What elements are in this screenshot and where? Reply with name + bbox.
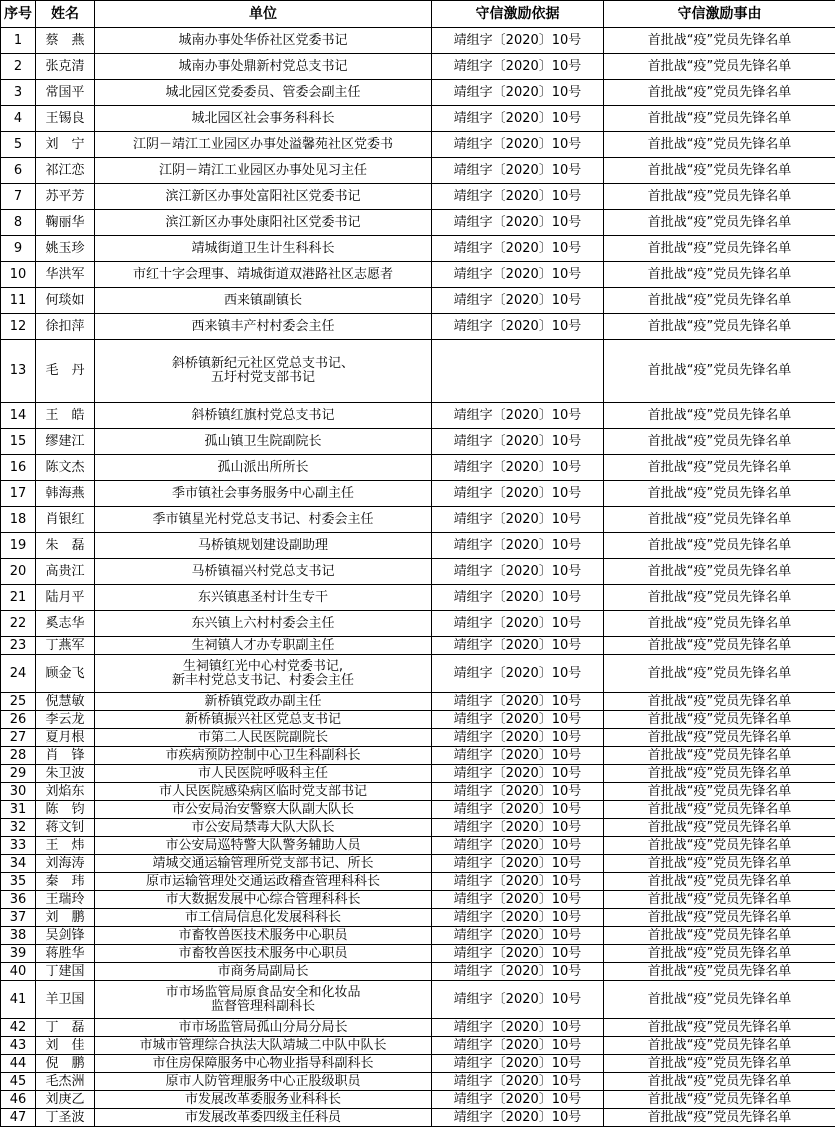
row-unit: 原市运输管理处交通运政稽查管理科科长 (95, 873, 432, 891)
table-row (1, 1091, 835, 1109)
row-no: 33 (1, 837, 36, 855)
row-no: 2 (1, 54, 36, 80)
row-basis: 靖组字〔2020〕10号 (432, 1091, 604, 1109)
row-no: 30 (1, 783, 36, 801)
row-unit: 市畜牧兽医技术服务中心职员 (95, 927, 432, 945)
row-reason: 首批战“疫”党员先锋名单 (604, 132, 835, 158)
row-reason: 首批战“疫”党员先锋名单 (604, 693, 835, 711)
row-no: 18 (1, 507, 36, 533)
row-reason: 首批战“疫”党员先锋名单 (604, 637, 835, 655)
table-row (1, 1073, 835, 1091)
row-name: 丁圣波 (36, 1109, 95, 1127)
row-basis: 靖组字〔2020〕10号 (432, 288, 604, 314)
row-name: 缪建江 (36, 429, 95, 455)
row-basis: 靖组字〔2020〕10号 (432, 559, 604, 585)
row-reason: 首批战“疫”党员先锋名单 (604, 747, 835, 765)
row-name: 顾金飞 (36, 655, 95, 693)
row-name: 蒋胜华 (36, 945, 95, 963)
row-no: 24 (1, 655, 36, 693)
unit-line-2: 新丰村党总支书记、村委会主任 (171, 672, 354, 688)
row-name: 何琰如 (36, 288, 95, 314)
row-basis: 靖组字〔2020〕10号 (432, 927, 604, 945)
row-basis: 靖组字〔2020〕10号 (432, 1109, 604, 1127)
row-reason: 首批战“疫”党员先锋名单 (604, 909, 835, 927)
row-reason: 首批战“疫”党员先锋名单 (604, 184, 835, 210)
table-row (1, 711, 835, 729)
row-unit: 季市镇星光村党总支书记、村委会主任 (95, 507, 432, 533)
row-unit: 原市人防管理服务中心正股级职员 (95, 1073, 432, 1091)
row-basis: 靖组字〔2020〕10号 (432, 106, 604, 132)
row-basis: 靖组字〔2020〕10号 (432, 533, 604, 559)
table-row (1, 507, 835, 533)
unit-line-2: 五圩村党支部书记 (210, 370, 315, 385)
row-unit: 马桥镇规划建设副助理 (95, 533, 432, 559)
row-basis: 靖组字〔2020〕10号 (432, 819, 604, 837)
row-unit: 西来镇副镇长 (95, 288, 432, 314)
row-reason: 首批战“疫”党员先锋名单 (604, 481, 835, 507)
row-basis: 靖组字〔2020〕10号 (432, 481, 604, 507)
row-basis (432, 340, 604, 403)
row-name: 姚玉珍 (36, 236, 95, 262)
row-name: 肖银红 (36, 507, 95, 533)
row-unit (95, 340, 432, 403)
row-no: 16 (1, 455, 36, 481)
row-no: 8 (1, 210, 36, 236)
row-reason: 首批战“疫”党员先锋名单 (604, 711, 835, 729)
row-basis: 靖组字〔2020〕10号 (432, 184, 604, 210)
row-name: 蒋文钊 (36, 819, 95, 837)
row-basis: 靖组字〔2020〕10号 (432, 801, 604, 819)
row-no: 4 (1, 106, 36, 132)
row-no: 36 (1, 891, 36, 909)
row-no: 47 (1, 1109, 36, 1127)
table-row (1, 184, 835, 210)
row-basis: 靖组字〔2020〕10号 (432, 314, 604, 340)
row-reason: 首批战“疫”党员先锋名单 (604, 1073, 835, 1091)
row-no: 43 (1, 1037, 36, 1055)
row-unit: 市市场监管局孤山分局分局长 (95, 1019, 432, 1037)
row-no: 34 (1, 855, 36, 873)
row-unit: 市公安局治安警察大队副大队长 (95, 801, 432, 819)
unit-line-1: 市市场监管局原食品安全和化妆品 (165, 984, 361, 1000)
row-name: 刘庚乙 (36, 1091, 95, 1109)
row-name: 华洪军 (36, 262, 95, 288)
row-basis: 靖组字〔2020〕10号 (432, 873, 604, 891)
row-reason: 首批战“疫”党员先锋名单 (604, 585, 835, 611)
row-reason: 首批战“疫”党员先锋名单 (604, 1109, 835, 1127)
row-name: 陈文杰 (36, 455, 95, 481)
row-reason: 首批战“疫”党员先锋名单 (604, 837, 835, 855)
row-unit: 孤山镇卫生院副院长 (95, 429, 432, 455)
row-name: 毛杰洲 (36, 1073, 95, 1091)
row-unit: 市住房保障服务中心物业指导科副科长 (95, 1055, 432, 1073)
row-name: 丁燕军 (36, 637, 95, 655)
row-no: 45 (1, 1073, 36, 1091)
row-reason: 首批战“疫”党员先锋名单 (604, 729, 835, 747)
row-unit: 市人民医院感染病区临时党支部书记 (95, 783, 432, 801)
row-basis: 靖组字〔2020〕10号 (432, 783, 604, 801)
row-no: 25 (1, 693, 36, 711)
row-no: 40 (1, 963, 36, 981)
row-basis: 靖组字〔2020〕10号 (432, 54, 604, 80)
row-no: 21 (1, 585, 36, 611)
row-unit: 市商务局副局长 (95, 963, 432, 981)
row-name: 韩海燕 (36, 481, 95, 507)
row-basis: 靖组字〔2020〕10号 (432, 611, 604, 637)
row-reason: 首批战“疫”党员先锋名单 (604, 927, 835, 945)
table-row (1, 210, 835, 236)
row-reason: 首批战“疫”党员先锋名单 (604, 210, 835, 236)
row-basis: 靖组字〔2020〕10号 (432, 507, 604, 533)
row-no: 26 (1, 711, 36, 729)
row-basis: 靖组字〔2020〕10号 (432, 80, 604, 106)
row-unit: 新桥镇党政办副主任 (95, 693, 432, 711)
row-unit: 斜桥镇红旗村党总支书记 (95, 403, 432, 429)
row-no: 7 (1, 184, 36, 210)
row-unit: 靖城交通运输管理所党支部书记、所长 (95, 855, 432, 873)
row-basis: 靖组字〔2020〕10号 (432, 637, 604, 655)
row-unit: 市发展改革委四级主任科员 (95, 1109, 432, 1127)
row-name: 蔡 燕 (36, 28, 95, 54)
row-unit: 西来镇丰产村村委会主任 (95, 314, 432, 340)
row-reason: 首批战“疫”党员先锋名单 (604, 783, 835, 801)
row-reason: 首批战“疫”党员先锋名单 (604, 873, 835, 891)
row-basis: 靖组字〔2020〕10号 (432, 236, 604, 262)
table-row (1, 945, 835, 963)
row-reason: 首批战“疫”党员先锋名单 (604, 236, 835, 262)
row-reason: 首批战“疫”党员先锋名单 (604, 1091, 835, 1109)
table-row (1, 837, 835, 855)
row-unit (95, 655, 432, 693)
row-name: 张克清 (36, 54, 95, 80)
row-no: 20 (1, 559, 36, 585)
row-reason: 首批战“疫”党员先锋名单 (604, 981, 835, 1019)
table-row (1, 288, 835, 314)
row-basis: 靖组字〔2020〕10号 (432, 963, 604, 981)
header-row (1, 1, 835, 28)
row-basis: 靖组字〔2020〕10号 (432, 1037, 604, 1055)
row-basis: 靖组字〔2020〕10号 (432, 455, 604, 481)
row-basis: 靖组字〔2020〕10号 (432, 210, 604, 236)
row-no: 35 (1, 873, 36, 891)
row-reason: 首批战“疫”党员先锋名单 (604, 945, 835, 963)
table-row (1, 1055, 835, 1073)
header-unit: 单位 (95, 1, 432, 28)
row-reason: 首批战“疫”党员先锋名单 (604, 1055, 835, 1073)
row-no: 9 (1, 236, 36, 262)
row-basis: 靖组字〔2020〕10号 (432, 1019, 604, 1037)
header-basis: 守信激励依据 (432, 1, 604, 28)
row-name: 王瑞玲 (36, 891, 95, 909)
row-basis: 靖组字〔2020〕10号 (432, 1073, 604, 1091)
table-row (1, 481, 835, 507)
row-no: 17 (1, 481, 36, 507)
row-basis: 靖组字〔2020〕10号 (432, 891, 604, 909)
table-row (1, 855, 835, 873)
row-reason: 首批战“疫”党员先锋名单 (604, 1037, 835, 1055)
row-name: 王 皓 (36, 403, 95, 429)
row-unit: 江阴－靖江工业园区办事处溢馨苑社区党委书 (95, 132, 432, 158)
row-reason: 首批战“疫”党员先锋名单 (604, 455, 835, 481)
table-row (1, 1037, 835, 1055)
unit-line-1: 斜桥镇新纪元社区党总支书记、 (171, 356, 354, 371)
table-row (1, 909, 835, 927)
row-name: 倪慧敏 (36, 693, 95, 711)
header-name: 姓名 (36, 1, 95, 28)
table-row (1, 236, 835, 262)
row-no: 42 (1, 1019, 36, 1037)
row-no: 15 (1, 429, 36, 455)
row-unit: 新桥镇振兴社区党总支书记 (95, 711, 432, 729)
row-unit: 江阴－靖江工业园区办事处见习主任 (95, 158, 432, 184)
row-no: 1 (1, 28, 36, 54)
header-reason: 守信激励事由 (604, 1, 835, 28)
row-name: 鞠丽华 (36, 210, 95, 236)
table-row (1, 637, 835, 655)
row-unit: 市发展改革委服务业科科长 (95, 1091, 432, 1109)
row-reason: 首批战“疫”党员先锋名单 (604, 533, 835, 559)
row-name: 王 炜 (36, 837, 95, 855)
row-unit: 东兴镇惠圣村计生专干 (95, 585, 432, 611)
table-row (1, 28, 835, 54)
row-reason: 首批战“疫”党员先锋名单 (604, 54, 835, 80)
row-no: 3 (1, 80, 36, 106)
row-no: 39 (1, 945, 36, 963)
table-row (1, 783, 835, 801)
row-name: 吴剑锋 (36, 927, 95, 945)
row-name: 李云龙 (36, 711, 95, 729)
row-name: 常国平 (36, 80, 95, 106)
row-reason: 首批战“疫”党员先锋名单 (604, 262, 835, 288)
row-unit: 孤山派出所所长 (95, 455, 432, 481)
table-row (1, 891, 835, 909)
row-reason: 首批战“疫”党员先锋名单 (604, 891, 835, 909)
row-unit: 市畜牧兽医技术服务中心职员 (95, 945, 432, 963)
row-name: 丁建国 (36, 963, 95, 981)
row-no: 27 (1, 729, 36, 747)
row-basis: 靖组字〔2020〕10号 (432, 945, 604, 963)
row-name: 夏月根 (36, 729, 95, 747)
unit-line-2: 监督管理科副科长 (210, 998, 315, 1014)
row-unit: 市第二人民医院副院长 (95, 729, 432, 747)
row-name: 倪 鹏 (36, 1055, 95, 1073)
table-row (1, 533, 835, 559)
row-unit: 市红十字会理事、靖城街道双港路社区志愿者 (95, 262, 432, 288)
row-name: 刘 宁 (36, 132, 95, 158)
table-row (1, 403, 835, 429)
row-basis: 靖组字〔2020〕10号 (432, 711, 604, 729)
table-row (1, 106, 835, 132)
row-no: 38 (1, 927, 36, 945)
row-no: 10 (1, 262, 36, 288)
row-name: 徐扣萍 (36, 314, 95, 340)
table-row (1, 262, 835, 288)
row-reason: 首批战“疫”党员先锋名单 (604, 819, 835, 837)
row-no: 11 (1, 288, 36, 314)
row-basis: 靖组字〔2020〕10号 (432, 585, 604, 611)
table-row (1, 801, 835, 819)
table-row (1, 314, 835, 340)
row-unit: 滨江新区办事处富阳社区党委书记 (95, 184, 432, 210)
row-basis: 靖组字〔2020〕10号 (432, 729, 604, 747)
row-reason: 首批战“疫”党员先锋名单 (604, 158, 835, 184)
row-name: 王锡良 (36, 106, 95, 132)
table-row (1, 80, 835, 106)
row-reason: 首批战“疫”党员先锋名单 (604, 655, 835, 693)
row-reason: 首批战“疫”党员先锋名单 (604, 288, 835, 314)
row-no: 23 (1, 637, 36, 655)
row-basis: 靖组字〔2020〕10号 (432, 1055, 604, 1073)
row-name: 高贵江 (36, 559, 95, 585)
row-no: 13 (1, 340, 36, 403)
table-row (1, 559, 835, 585)
row-name: 奚志华 (36, 611, 95, 637)
row-basis: 靖组字〔2020〕10号 (432, 655, 604, 693)
row-basis: 靖组字〔2020〕10号 (432, 747, 604, 765)
row-basis: 靖组字〔2020〕10号 (432, 855, 604, 873)
row-unit: 市公安局禁毒大队大队长 (95, 819, 432, 837)
row-unit: 滨江新区办事处康阳社区党委书记 (95, 210, 432, 236)
row-no: 29 (1, 765, 36, 783)
row-reason: 首批战“疫”党员先锋名单 (604, 403, 835, 429)
row-unit: 市人民医院呼吸科主任 (95, 765, 432, 783)
row-unit: 季市镇社会事务服务中心副主任 (95, 481, 432, 507)
table-row (1, 981, 835, 1019)
row-reason: 首批战“疫”党员先锋名单 (604, 765, 835, 783)
row-unit: 马桥镇福兴村党总支书记 (95, 559, 432, 585)
row-no: 12 (1, 314, 36, 340)
table-row (1, 927, 835, 945)
row-name: 朱 磊 (36, 533, 95, 559)
table-row (1, 132, 835, 158)
row-name: 毛 丹 (36, 340, 95, 403)
table-row (1, 963, 835, 981)
row-name: 刘海涛 (36, 855, 95, 873)
row-no: 22 (1, 611, 36, 637)
row-unit: 靖城街道卫生计生科科长 (95, 236, 432, 262)
row-no: 46 (1, 1091, 36, 1109)
row-unit: 市公安局巡特警大队警务辅助人员 (95, 837, 432, 855)
row-name: 丁 磊 (36, 1019, 95, 1037)
row-name: 肖 锋 (36, 747, 95, 765)
row-no: 19 (1, 533, 36, 559)
row-basis: 靖组字〔2020〕10号 (432, 403, 604, 429)
row-unit: 市城市管理综合执法大队靖城二中队中队长 (95, 1037, 432, 1055)
row-no: 37 (1, 909, 36, 927)
row-basis: 靖组字〔2020〕10号 (432, 28, 604, 54)
row-unit: 东兴镇上六村村委会主任 (95, 611, 432, 637)
row-basis: 靖组字〔2020〕10号 (432, 909, 604, 927)
row-reason: 首批战“疫”党员先锋名单 (604, 559, 835, 585)
table-row (1, 585, 835, 611)
row-unit: 城北园区社会事务科科长 (95, 106, 432, 132)
row-no: 31 (1, 801, 36, 819)
row-basis: 靖组字〔2020〕10号 (432, 262, 604, 288)
row-no: 5 (1, 132, 36, 158)
table-row (1, 455, 835, 481)
row-unit: 城南办事处鼎新村党总支书记 (95, 54, 432, 80)
row-unit: 城南办事处华侨社区党委书记 (95, 28, 432, 54)
table-row (1, 655, 835, 693)
table-row (1, 1109, 835, 1127)
row-unit (95, 981, 432, 1019)
header-no: 序号 (1, 1, 36, 28)
row-no: 32 (1, 819, 36, 837)
row-reason: 首批战“疫”党员先锋名单 (604, 106, 835, 132)
row-reason: 首批战“疫”党员先锋名单 (604, 963, 835, 981)
row-unit: 市疾病预防控制中心卫生科副科长 (95, 747, 432, 765)
table-row (1, 340, 835, 403)
row-name: 朱卫波 (36, 765, 95, 783)
row-basis: 靖组字〔2020〕10号 (432, 765, 604, 783)
table-row (1, 1019, 835, 1037)
row-no: 14 (1, 403, 36, 429)
row-reason: 首批战“疫”党员先锋名单 (604, 611, 835, 637)
row-no: 44 (1, 1055, 36, 1073)
row-reason: 首批战“疫”党员先锋名单 (604, 855, 835, 873)
row-name: 祁江恋 (36, 158, 95, 184)
table-row (1, 693, 835, 711)
table-row (1, 873, 835, 891)
row-reason: 首批战“疫”党员先锋名单 (604, 314, 835, 340)
table-row (1, 819, 835, 837)
row-reason: 首批战“疫”党员先锋名单 (604, 1019, 835, 1037)
table-row (1, 611, 835, 637)
row-reason: 首批战“疫”党员先锋名单 (604, 801, 835, 819)
row-name: 苏平芳 (36, 184, 95, 210)
row-unit: 市工信局信息化发展科科长 (95, 909, 432, 927)
row-name: 刘 佳 (36, 1037, 95, 1055)
row-reason: 首批战“疫”党员先锋名单 (604, 28, 835, 54)
row-unit: 市大数据发展中心综合管理科科长 (95, 891, 432, 909)
row-name: 秦 玮 (36, 873, 95, 891)
row-name: 陆月平 (36, 585, 95, 611)
row-basis: 靖组字〔2020〕10号 (432, 837, 604, 855)
row-basis: 靖组字〔2020〕10号 (432, 158, 604, 184)
unit-line-1: 生祠镇红光中心村党委书记, (182, 658, 344, 674)
table-row (1, 158, 835, 184)
table-row (1, 729, 835, 747)
row-reason: 首批战“疫”党员先锋名单 (604, 507, 835, 533)
row-basis: 靖组字〔2020〕10号 (432, 132, 604, 158)
row-no: 41 (1, 981, 36, 1019)
row-name: 刘 鹏 (36, 909, 95, 927)
row-no: 6 (1, 158, 36, 184)
table-row (1, 429, 835, 455)
table-row (1, 747, 835, 765)
row-unit: 生祠镇人才办专职副主任 (95, 637, 432, 655)
row-basis: 靖组字〔2020〕10号 (432, 981, 604, 1019)
row-name: 羊卫国 (36, 981, 95, 1019)
row-name: 陈 钧 (36, 801, 95, 819)
table-row (1, 765, 835, 783)
table-row (1, 54, 835, 80)
row-basis: 靖组字〔2020〕10号 (432, 429, 604, 455)
row-unit: 城北园区党委委员、管委会副主任 (95, 80, 432, 106)
row-reason: 首批战“疫”党员先锋名单 (604, 340, 835, 403)
row-reason: 首批战“疫”党员先锋名单 (604, 429, 835, 455)
row-no: 28 (1, 747, 36, 765)
row-reason: 首批战“疫”党员先锋名单 (604, 80, 835, 106)
table-body (1, 28, 835, 1127)
row-name: 刘焰东 (36, 783, 95, 801)
row-basis: 靖组字〔2020〕10号 (432, 693, 604, 711)
